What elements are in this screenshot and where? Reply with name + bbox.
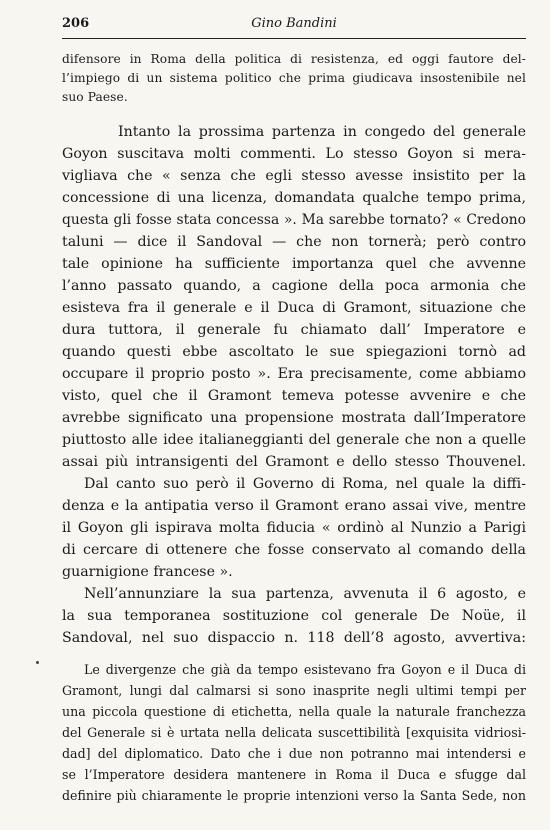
paragraph-line: Goyon suscitava molti commenti. Lo stesso Goyon si mera- (62, 146, 526, 162)
paragraph-line: l’anno passato quando, a cagione della poca armonia che (62, 278, 526, 294)
quote-line: una piccola questione di etichetta, nella quale la naturale franchezza (62, 704, 526, 719)
paragraph-line: tale opinione ha sufficiente importanza quel che avvenne (62, 256, 526, 272)
paragraph-line: concessione di una licenza, domandata qualche tempo prima, (62, 190, 526, 206)
paragraph-line: Intanto la prossima partenza in congedo del generale (118, 124, 526, 140)
running-head: Gino Bandini (251, 16, 337, 31)
page-number: 206 (62, 16, 90, 31)
quote-line: definire più chiaramente le proprie intenzioni verso la Santa Sede, non (62, 788, 526, 803)
paragraph-line: guarnigione francese ». (62, 564, 233, 580)
paragraph-line: quando questi ebbe ascoltato le sue spiegazioni tornò ad (62, 344, 526, 360)
paragraph-line: Sandoval, nel suo dispaccio n. 118 dell’8 agosto, avvertiva: (62, 630, 526, 646)
paragraph-line: il Goyon gli ispirava molta fiducia « ordinò al Nunzio a Parigi (62, 520, 526, 536)
paragraph-line: visto, quel che il Gramont temeva potesse avvenire e che (62, 388, 526, 404)
header-rule (62, 38, 526, 39)
paragraph-line: di cercare di ottenere che fosse conservato al comando della (62, 542, 526, 558)
quote-line: Le divergenze che già da tempo esistevano fra Goyon e il Duca di (84, 662, 526, 677)
paragraph-line: esisteva fra il generale e il Duca di Gramont, situazione che (62, 300, 526, 316)
quote-line: se l’Imperatore desidera mantenere in Roma il Duca e sfugge dal (62, 767, 526, 782)
top-line: suo Paese. (62, 90, 128, 104)
top-line: difensore in Roma della politica di resistenza, ed oggi fautore del- (62, 52, 526, 66)
margin-dot (36, 661, 39, 664)
paragraph-line: taluni — dice il Sandoval — che non tornerà; però contro (62, 234, 526, 250)
paragraph-line: vigliava che « senza che egli stesso avesse insistito per la (62, 168, 526, 184)
paragraph-line: piuttosto alle idee italianeggianti del generale che non a quelle (62, 432, 526, 448)
paragraph-line: Dal canto suo però il Governo di Roma, nel quale la diffi- (84, 476, 526, 492)
paragraph-line: la sua temporanea sostituzione col generale De Noüe, il (62, 608, 526, 624)
quote-line: Gramont, lungi dal calmarsi si sono inasprite negli ultimi tempi per (62, 683, 526, 698)
quote-line: dad] del diplomatico. Dato che i due non potranno mai intendersi e (62, 746, 526, 761)
paragraph-line: Nell’annunziare la sua partenza, avvenuta il 6 agosto, e (84, 586, 526, 602)
paragraph-line: assai più intransigenti del Gramont e dello stesso Thouvenel. (62, 454, 526, 470)
paragraph-line: avrebbe significato una propensione mostrata dall’Imperatore (62, 410, 526, 426)
paragraph-line: questa gli fosse stata concessa ». Ma sarebbe tornato? « Credono (62, 212, 526, 228)
paragraph-line: dura tuttora, il generale fu chiamato dall’ Imperatore e (62, 322, 526, 338)
top-line: l’impiego di un sistema politico che prima giudicava insostenibile nel (62, 71, 526, 85)
paragraph-line: denza e la antipatia verso il Gramont erano assai vive, mentre (62, 498, 526, 514)
page-header (62, 12, 526, 36)
quote-line: del Generale si è urtata nella delicata suscettibilità [exquisita vidriosi- (62, 725, 526, 740)
paragraph-line: occupare il proprio posto ». Era precisamente, come abbiamo (62, 366, 526, 382)
